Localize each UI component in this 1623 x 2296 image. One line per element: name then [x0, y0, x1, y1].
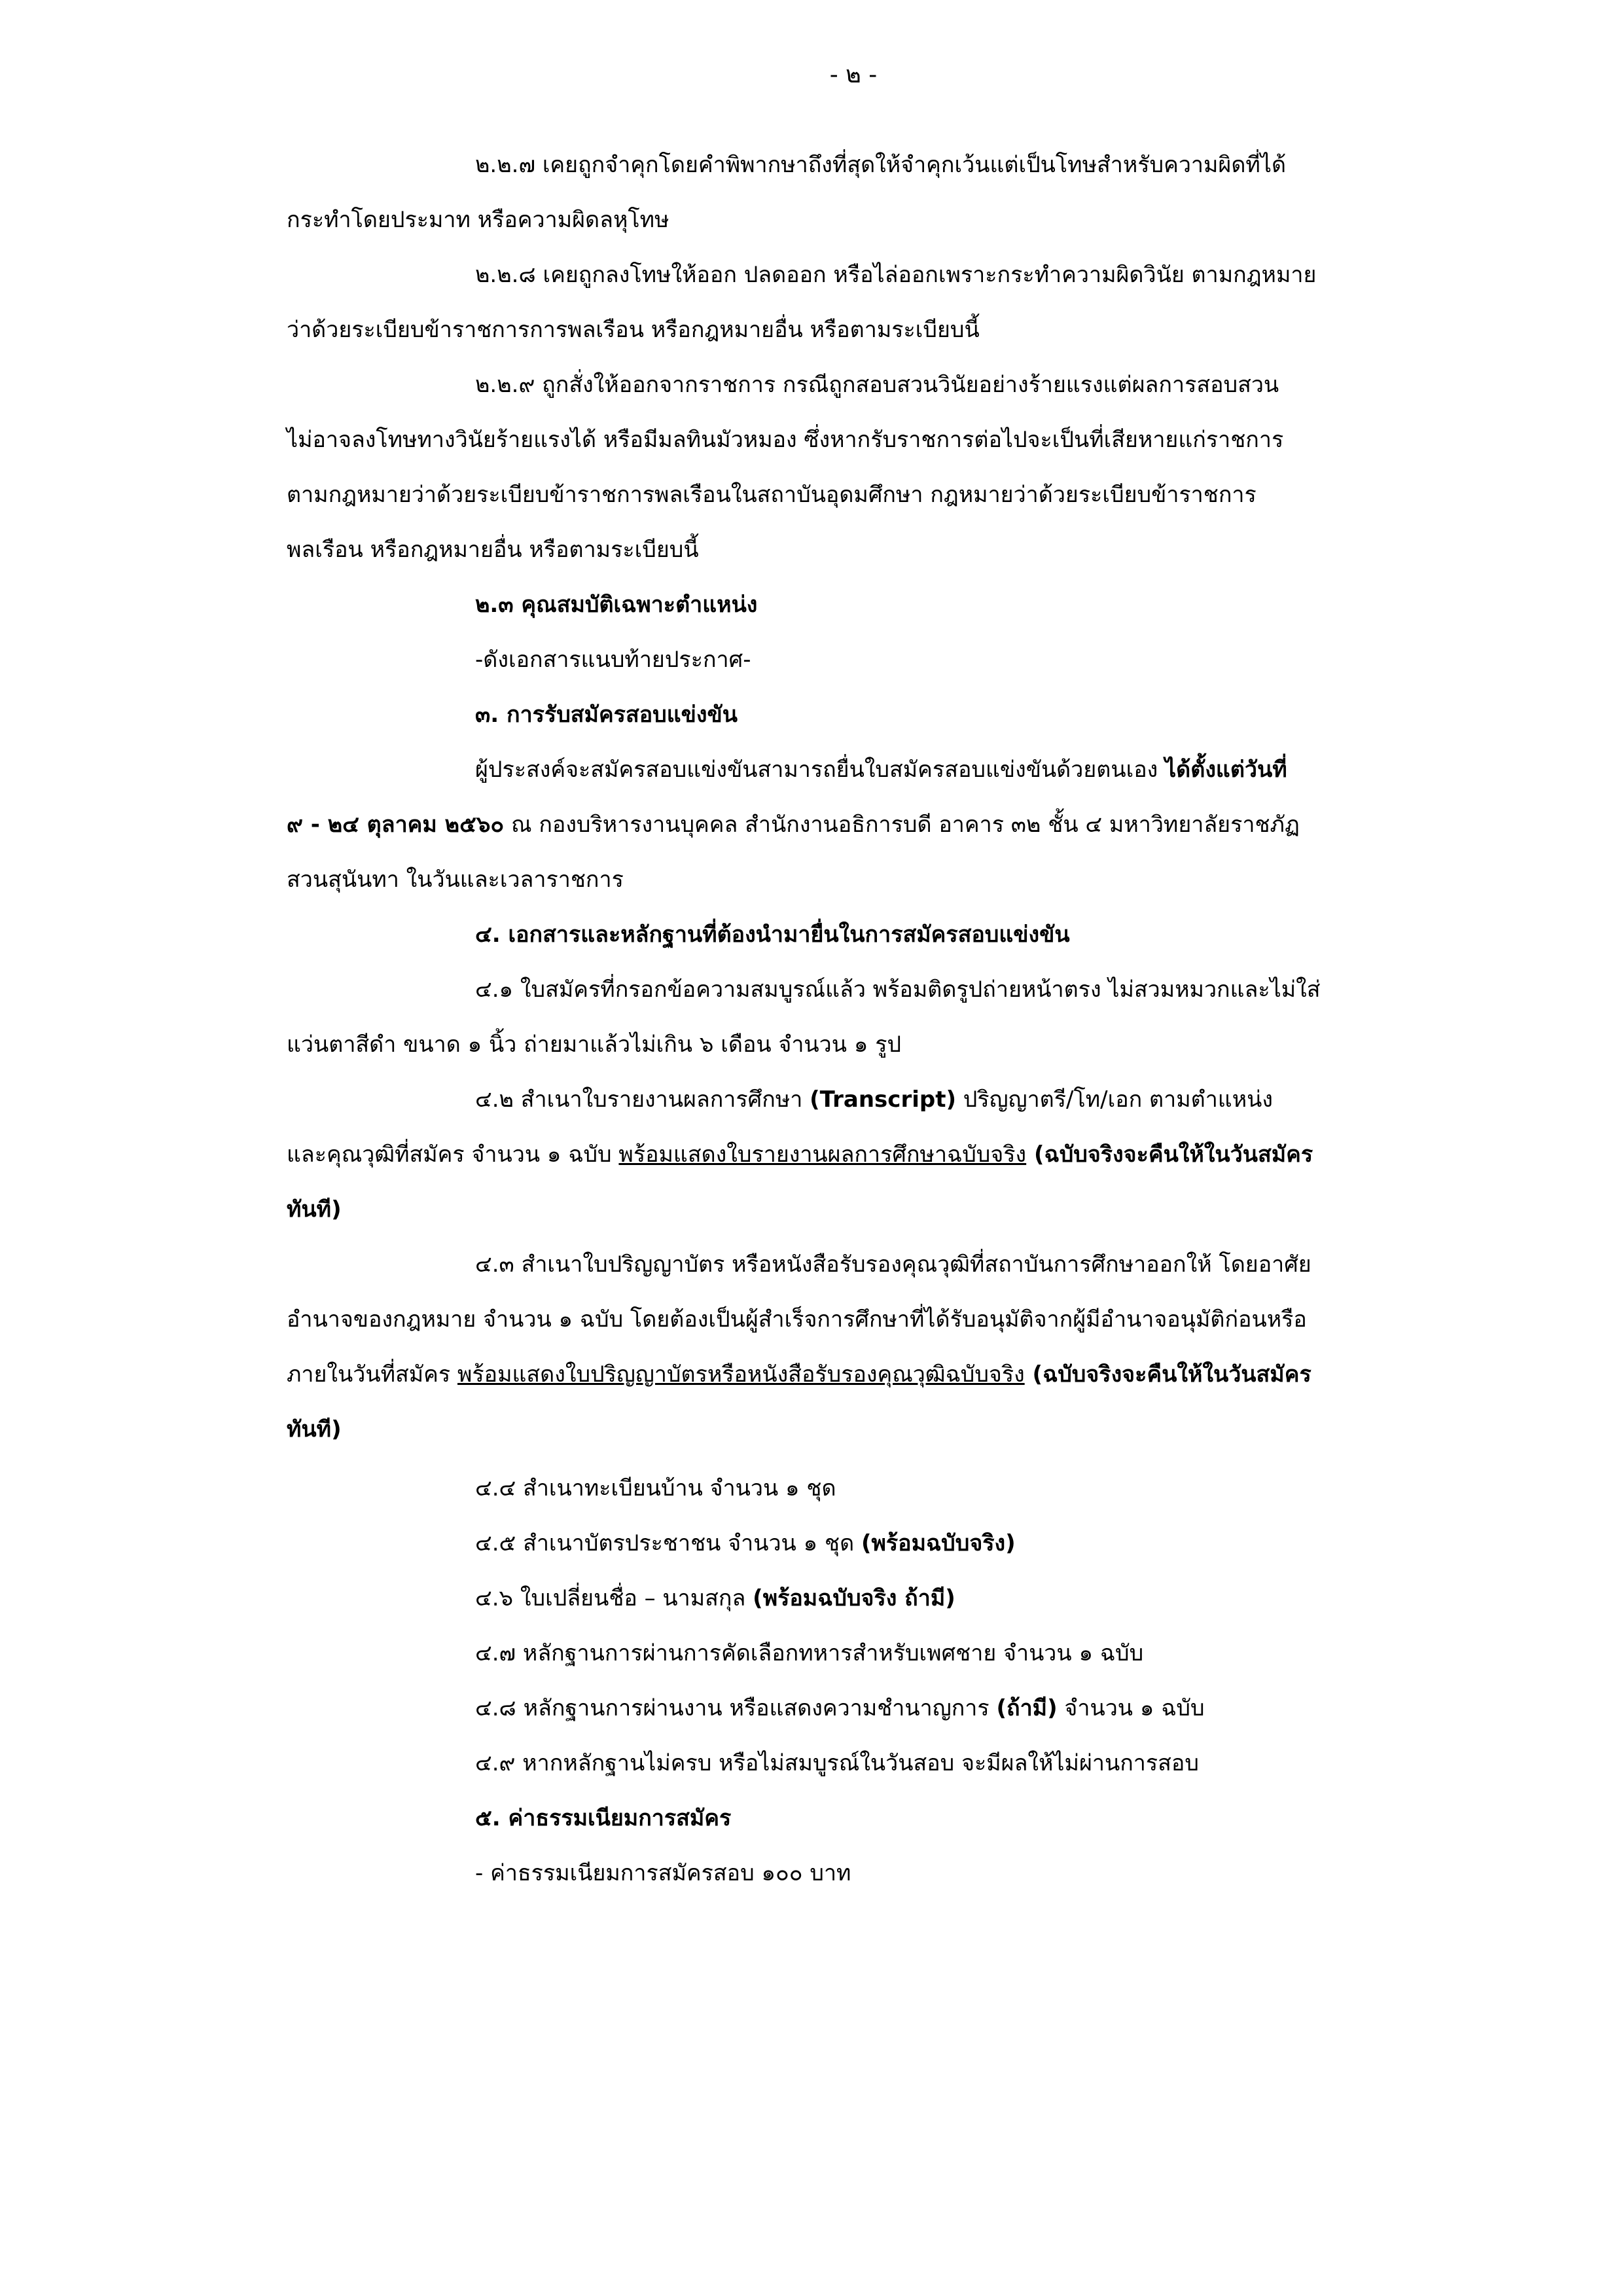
section-4-5	[287, 1516, 1420, 1571]
text-run: ๔.๘ หลักฐานการผ่านงาน หรือแสดงความชำนาญการ	[475, 1695, 997, 1721]
paragraph-line: ไม่อาจลงโทษทางวินัยร้ายแรงได้ หรือมีมลทินมัวหมอง ซึ่งหากรับราชการต่อไปจะเป็นที่เสียหายแก่ราชการ	[287, 427, 1284, 453]
heading-2-3: ๒.๓ คุณสมบัติเฉพาะตำแหน่ง	[475, 592, 758, 618]
section-2-2-9	[287, 357, 1420, 577]
section-4-9: ๔.๙ หากหลักฐานไม่ครบ หรือไม่สมบูรณ์ในวันสอบ จะมีผลให้ไม่ผ่านการสอบ	[475, 1750, 1199, 1776]
paragraph-line	[287, 797, 1420, 852]
text-run-bold: (พร้อมฉบับจริง ถ้ามี)	[753, 1585, 955, 1611]
text-run: ภายในวันที่สมัคร	[287, 1361, 457, 1388]
section-5-text: - ค่าธรรมเนียมการสมัครสอบ ๑๐๐ บาท	[475, 1860, 851, 1886]
paragraph-line: ๔.๓ สำเนาใบปริญญาบัตร หรือหนังสือรับรองคุณวุฒิที่สถาบันการศึกษาออกให้ โดยอาศัย	[475, 1251, 1311, 1278]
section-4-1	[287, 962, 1420, 1072]
text-run-bold: (ฉบับจริงจะคืนให้ในวันสมัคร	[1024, 1361, 1311, 1388]
text-run-bold: ได้ตั้งแต่วันที่	[1165, 757, 1287, 783]
paragraph-line: สวนสุนันทา ในวันและเวลาราชการ	[287, 867, 624, 893]
section-2-2-7	[287, 137, 1420, 247]
paragraph-line	[287, 1347, 1420, 1402]
paragraph-line: ๔.๑ ใบสมัครที่กรอกข้อความสมบูรณ์แล้ว พร้อมติดรูปถ่ายหน้าตรง ไม่สวมหมวกและไม่ใส่	[475, 977, 1321, 1003]
text-run: ๔.๕ สำเนาบัตรประชาชน จำนวน ๑ ชุด	[475, 1530, 861, 1556]
section-2-3-text: -ดังเอกสารแนบท้ายประกาศ-	[475, 647, 751, 673]
text-run-bold: (Transcript)	[810, 1086, 956, 1113]
paragraph-line	[287, 742, 1420, 797]
heading-5: ๕. ค่าธรรมเนียมการสมัคร	[475, 1805, 732, 1831]
text-run: จำนวน ๑ ฉบับ	[1057, 1695, 1205, 1721]
section-2-2-8	[287, 247, 1420, 357]
paragraph-line: ๒.๒.๙ ถูกสั่งให้ออกจากราชการ กรณีถูกสอบสวนวินัยอย่างร้ายแรงแต่ผลการสอบสวน	[475, 372, 1279, 398]
text-run: ๔.๒ สำเนาใบรายงานผลการศึกษา	[475, 1086, 810, 1113]
section-3	[287, 742, 1420, 907]
paragraph-line: ๒.๒.๗ เคยถูกจำคุกโดยคำพิพากษาถึงที่สุดให้จำคุกเว้นแต่เป็นโทษสำหรับความผิดที่ได้	[475, 152, 1287, 178]
page-number: - ๒ -	[829, 62, 878, 88]
application-dates: ๙ - ๒๔ ตุลาคม ๒๕๖๐	[287, 812, 505, 838]
text-run-bold: (ฉบับจริงจะคืนให้ในวันสมัคร	[1026, 1141, 1313, 1168]
paragraph-line: ว่าด้วยระเบียบข้าราชการการพลเรือน หรือกฎหมายอื่น หรือตามระเบียบนี้	[287, 317, 980, 343]
paragraph-line: ๒.๒.๘ เคยถูกลงโทษให้ออก ปลดออก หรือไล่ออกเพราะกระทำความผิดวินัย ตามกฎหมาย	[475, 262, 1317, 288]
paragraph-line: พลเรือน หรือกฎหมายอื่น หรือตามระเบียบนี้	[287, 537, 699, 563]
text-run: และคุณวุฒิที่สมัคร จำนวน ๑ ฉบับ	[287, 1141, 619, 1168]
heading-4: ๔. เอกสารและหลักฐานที่ต้องนำมายื่นในการสมัครสอบแข่งขัน	[475, 922, 1070, 948]
text-run-underlined: พร้อมแสดงใบรายงานผลการศึกษาฉบับจริง	[618, 1141, 1027, 1168]
paragraph-line: แว่นตาสีดำ ขนาด ๑ นิ้ว ถ่ายมาแล้วไม่เกิน ๖ เดือน จำนวน ๑ รูป	[287, 1031, 902, 1058]
section-4-7: ๔.๗ หลักฐานการผ่านการคัดเลือกทหารสำหรับเพศชาย จำนวน ๑ ฉบับ	[475, 1640, 1144, 1666]
text-run: ๔.๖ ใบเปลี่ยนชื่อ – นามสกุล	[475, 1585, 753, 1611]
text-run: ปริญญาตรี/โท/เอก ตามตำแหน่ง	[956, 1086, 1273, 1113]
section-4-8	[287, 1681, 1420, 1736]
paragraph-line: ทันที)	[287, 1196, 342, 1223]
text-run: ผู้ประสงค์จะสมัครสอบแข่งขันสามารถยื่นใบสมัครสอบแข่งขันด้วยตนเอง	[475, 757, 1166, 783]
paragraph-line: กระทำโดยประมาท หรือความผิดลหุโทษ	[287, 207, 669, 233]
text-run-bold: (พร้อมฉบับจริง)	[861, 1530, 1016, 1556]
text-run-underlined: พร้อมแสดงใบปริญญาบัตรหรือหนังสือรับรองคุณวุฒิฉบับจริง	[457, 1361, 1025, 1388]
section-4-2	[287, 1072, 1420, 1237]
paragraph-line: อำนาจของกฎหมาย จำนวน ๑ ฉบับ โดยต้องเป็นผู้สำเร็จการศึกษาที่ได้รับอนุมัติจากผู้มีอำนาจอนุมัติก่อนหรือ	[287, 1306, 1307, 1333]
section-4-4: ๔.๔ สำเนาทะเบียนบ้าน จำนวน ๑ ชุด	[475, 1475, 836, 1501]
paragraph-line: ตามกฎหมายว่าด้วยระเบียบข้าราชการพลเรือนในสถาบันอุดมศึกษา กฎหมายว่าด้วยระเบียบข้าราชการ	[287, 482, 1257, 508]
text-run: ณ กองบริหารงานบุคคล สำนักงานอธิการบดี อาคาร ๓๒ ชั้น ๔ มหาวิทยาลัยราชภัฏ	[504, 812, 1300, 838]
paragraph-line	[287, 1127, 1420, 1182]
paragraph-line: ทันที)	[287, 1416, 342, 1443]
section-4-6	[287, 1571, 1420, 1626]
section-4-3	[287, 1237, 1420, 1457]
paragraph-line	[287, 1072, 1420, 1127]
text-run-bold: (ถ้ามี)	[996, 1695, 1058, 1721]
heading-3: ๓. การรับสมัครสอบแข่งขัน	[475, 702, 738, 728]
